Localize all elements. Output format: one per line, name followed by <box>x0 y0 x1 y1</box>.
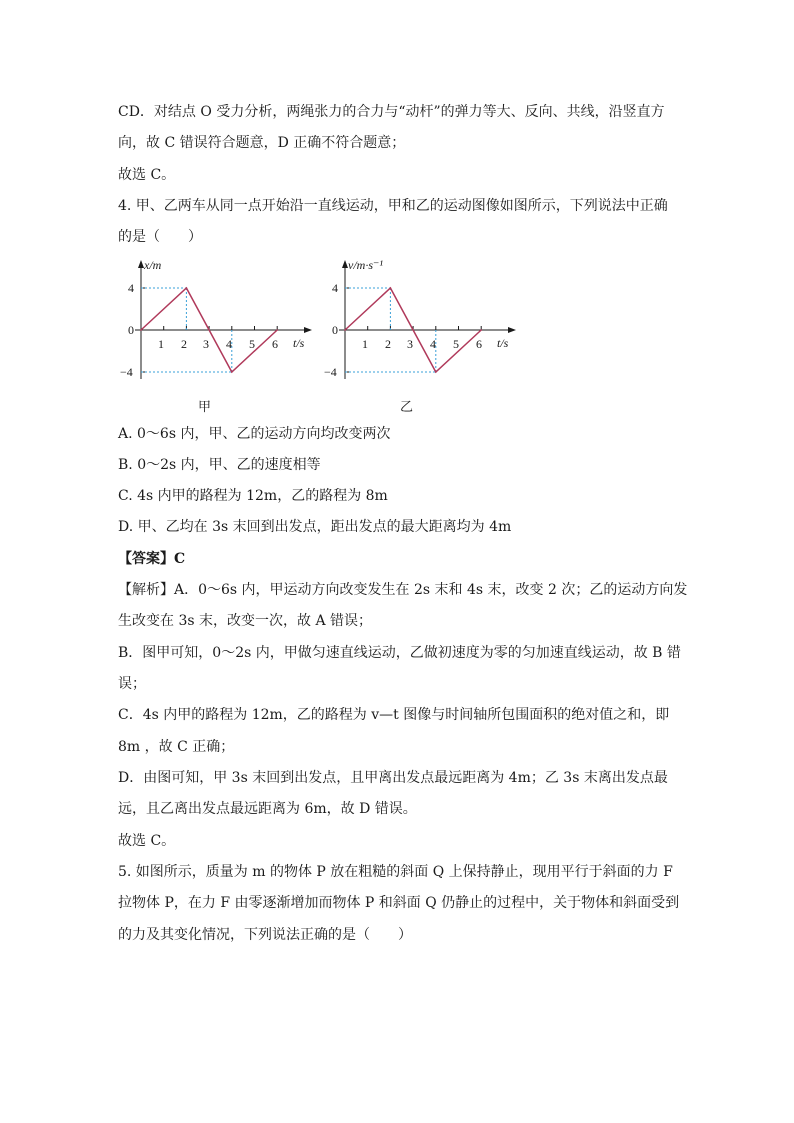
y-tick-label: −4 <box>324 365 337 379</box>
x-tick-label: 6 <box>272 337 278 351</box>
x-tick-label: 1 <box>362 337 368 351</box>
y-tick-label: 4 <box>128 281 134 295</box>
option-c: C. 4s 内甲的路程为 12m，乙的路程为 8m <box>118 488 388 504</box>
x-tick-label: 2 <box>385 337 391 351</box>
y-tick-label: −4 <box>120 365 133 379</box>
question-5-stem: 的力及其变化情况，下列说法正确的是（ ） <box>118 927 412 943</box>
option-b: B. 0～2s 内，甲、乙的速度相等 <box>118 457 321 473</box>
data-point <box>231 371 233 373</box>
analysis-line: 【解析】A．0～6s 内，甲运动方向改变发生在 2s 末和 4s 末，改变 2 次；乙的运动方向发 <box>118 582 688 598</box>
text-line: 故选 C。 <box>118 833 176 849</box>
analysis-line: 8m ，故 C 正确； <box>118 739 235 755</box>
analysis-line: D．由图可知，甲 3s 末回到出发点，且甲离出发点最远距离为 4m；乙 3s 末离出发点最 <box>118 770 668 786</box>
x-tick-label: 1 <box>158 337 164 351</box>
x-axis-label: t/s <box>497 336 509 350</box>
data-point <box>140 329 142 331</box>
text-line: 向，故 C 错误符合题意，D 正确不符合题意； <box>118 135 406 151</box>
option-a: A. 0～6s 内，甲、乙的运动方向均改变两次 <box>118 426 391 442</box>
question-4-stem: 4. 甲、乙两车从同一点开始沿一直线运动，甲和乙的运动图像如图所示，下列说法中正确 <box>118 198 668 214</box>
question-5-stem: 拉物体 P，在力 F 由零逐渐增加而物体 P 和斜面 Q 仍静止的过程中，关于物体和斜面受到 <box>118 895 680 911</box>
y-tick-label: 4 <box>332 281 338 295</box>
analysis-line: B．图甲可知，0～2s 内，甲做匀速直线运动，乙做初速度为零的匀加速直线运动，故 B 错 <box>118 645 681 661</box>
x-tick-label: 4 <box>430 337 436 351</box>
x-tick-label: 5 <box>249 337 255 351</box>
analysis-line: C．4s 内甲的路程为 12m，乙的路程为 v—t 图像与时间轴所包围面积的绝对值之和，即 <box>118 707 670 723</box>
text-line: 故选 C。 <box>118 167 176 183</box>
text-line: CD．对结点 O 受力分析，两绳张力的合力与“动杆”的弹力等大、反向、共线，沿竖直方 <box>118 104 665 120</box>
y-axis-label: x/m <box>144 258 162 272</box>
analysis-line: 误； <box>118 676 146 692</box>
data-point <box>480 329 482 331</box>
x-tick-label: 6 <box>476 337 482 351</box>
x-axis-label: t/s <box>293 336 305 350</box>
x-tick-label: 3 <box>407 337 413 351</box>
y-axis-label: v/m·s⁻¹ <box>348 258 383 272</box>
x-axis-arrow <box>508 327 516 333</box>
figure-caption-yi: 乙 <box>400 400 414 415</box>
question-5-stem: 5. 如图所示，质量为 m 的物体 P 放在粗糙的斜面 Q 上保持静止，现用平行于斜面的力 F <box>118 864 673 880</box>
data-point <box>344 329 346 331</box>
x-axis-arrow <box>304 327 312 333</box>
figure-caption-jia: 甲 <box>198 400 212 415</box>
x-tick-label: 2 <box>181 337 187 351</box>
x-tick-label: 3 <box>203 337 209 351</box>
v-t-graph-yi <box>322 255 522 390</box>
data-point <box>435 371 437 373</box>
analysis-line: 生改变在 3s 末，改变一次，故 A 错误； <box>118 613 373 629</box>
data-point <box>390 287 392 289</box>
x-t-graph-jia <box>118 255 318 390</box>
origin-label: 0 <box>332 323 338 337</box>
analysis-line: 远，且乙离出发点最远距离为 6m，故 D 错误。 <box>118 801 417 817</box>
data-point <box>186 287 188 289</box>
question-4-stem: 的是（ ） <box>118 229 202 245</box>
x-tick-label: 4 <box>226 337 232 351</box>
x-tick-label: 5 <box>453 337 459 351</box>
origin-label: 0 <box>128 323 134 337</box>
option-d: D. 甲、乙均在 3s 末回到出发点，距出发点的最大距离均为 4m <box>118 519 512 535</box>
answer-line: 【答案】C <box>118 551 186 567</box>
data-point <box>276 329 278 331</box>
